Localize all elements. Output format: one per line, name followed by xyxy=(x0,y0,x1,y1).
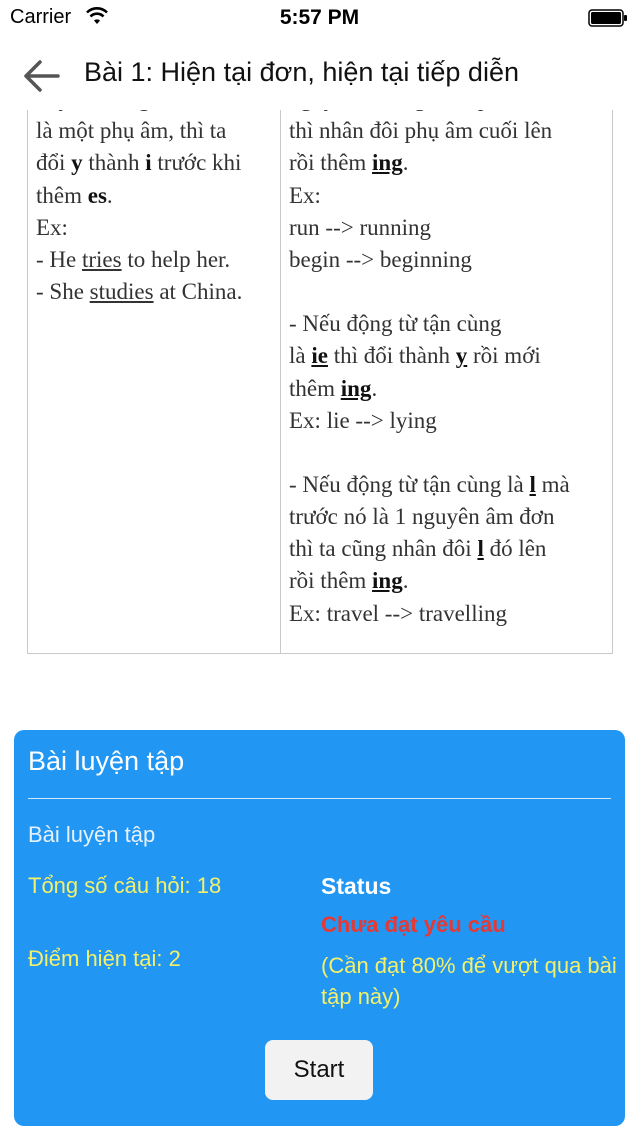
status-bar xyxy=(0,0,639,40)
table-line: - Nếu động từ tận cùng xyxy=(289,311,502,337)
navigation-bar xyxy=(0,40,639,110)
clock: 5:57 PM xyxy=(279,6,360,29)
page-title: Bài 1: Hiện tại đơn, hiện tại tiếp diễn xyxy=(84,57,519,87)
practice-title: Bài luyện tập xyxy=(28,746,185,776)
table-column-right xyxy=(281,83,612,653)
table-line: Ex: travel --> travelling xyxy=(289,600,507,626)
carrier-label: Carrier xyxy=(10,6,72,28)
arrow-left-icon xyxy=(18,56,64,96)
table-line: rồi thêm ing. xyxy=(289,150,409,176)
table-line: - She studies at China. xyxy=(36,279,243,305)
battery-icon xyxy=(588,9,628,27)
table-line: là ie thì đổi thành y rồi mới xyxy=(289,343,541,369)
table-line: thêm es. xyxy=(36,182,113,208)
table-line: là một phụ âm, thì ta xyxy=(36,118,227,144)
table-line: thì ta cũng nhân đôi l đó lên xyxy=(289,536,547,562)
rules-table xyxy=(27,82,613,654)
table-line: thì nhân đôi phụ âm cuối lên xyxy=(289,118,553,144)
current-score: Điểm hiện tại: 2 xyxy=(28,946,181,971)
status-label: Status xyxy=(321,873,392,899)
status-note: (Cần đạt 80% để vượt qua bài tập này) xyxy=(321,953,617,1009)
table-line: - He tries to help her. xyxy=(36,246,231,272)
table-line: run --> running xyxy=(289,214,431,240)
practice-subtitle: Bài luyện tập xyxy=(28,822,156,847)
table-line: Ex: lie --> lying xyxy=(289,407,437,433)
start-button[interactable]: Start xyxy=(265,1040,373,1100)
table-column-left xyxy=(28,83,281,653)
status-value: Chưa đạt yêu cầu xyxy=(321,912,506,937)
table-line: thêm ing. xyxy=(289,375,378,401)
table-line: đổi y thành i trước khi xyxy=(36,150,242,176)
table-line: trước nó là 1 nguyên âm đơn xyxy=(289,504,555,530)
lesson-content[interactable] xyxy=(0,110,639,710)
total-questions: Tổng số câu hỏi: 18 xyxy=(28,873,222,898)
practice-card xyxy=(14,730,625,1126)
table-line: Ex: xyxy=(36,214,68,240)
table-line: Ex: xyxy=(289,182,321,208)
divider xyxy=(28,798,611,799)
table-line: begin --> beginning xyxy=(289,246,472,272)
back-button[interactable] xyxy=(18,56,64,96)
table-line: - Nếu động từ tận cùng là l mà xyxy=(289,471,570,497)
table-line: rồi thêm ing. xyxy=(289,568,409,594)
